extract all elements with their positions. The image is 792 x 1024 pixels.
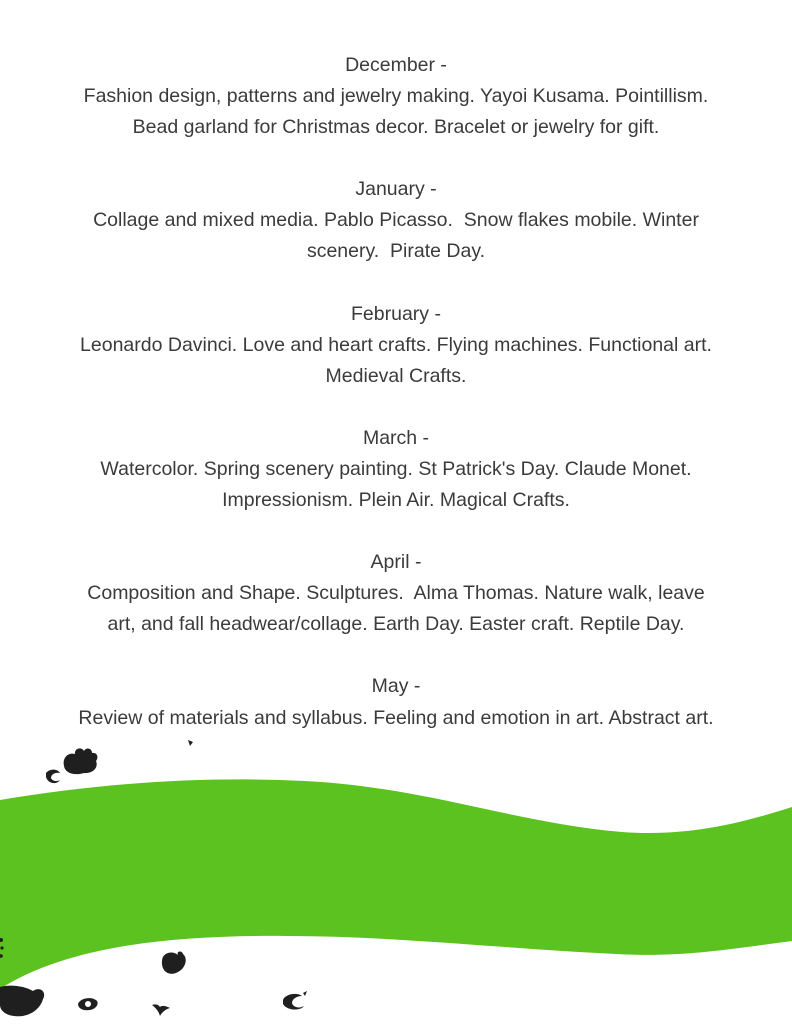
section-text-line: art, and fall headwear/collage. Earth Day. Easter craft. Reptile Day.	[107, 613, 685, 636]
section-january	[46, 174, 746, 267]
paint-splatter-icon	[0, 954, 3, 958]
section-march	[46, 423, 746, 516]
section-text-line: Medieval Crafts.	[325, 364, 467, 387]
month-heading: December -	[345, 54, 447, 76]
paint-splatter-icon	[0, 938, 3, 942]
section-february	[46, 299, 746, 392]
month-heading: January -	[355, 178, 437, 201]
section-december	[46, 50, 746, 143]
section-text-line: Impressionism. Plein Air. Magical Crafts.	[222, 489, 570, 512]
section-text-line: Bead garland for Christmas decor. Bracelet or jewelry for gift.	[132, 116, 660, 139]
month-heading: March -	[362, 426, 430, 449]
section-text-line: Watercolor. Spring scenery painting. St Patrick's Day. Claude Monet.	[100, 457, 692, 480]
paint-splatter-icon	[78, 998, 98, 1010]
paint-splatter-icon	[0, 946, 3, 949]
paint-splatter-icon	[162, 951, 186, 973]
paint-splatter-icon	[46, 770, 60, 784]
month-heading: May -	[371, 675, 421, 698]
month-heading: April -	[370, 551, 422, 574]
section-text-line: Fashion design, patterns and jewelry making. Yayoi Kusama. Pointillism.	[83, 85, 709, 108]
green-wave-shape	[0, 779, 792, 989]
paint-splatter-icon	[152, 1004, 170, 1016]
section-may	[46, 671, 746, 733]
paint-splatter-hole	[85, 1001, 91, 1007]
section-text-line: Composition and Shape. Sculptures. Alma Thomas. Nature walk, leave	[87, 582, 705, 605]
monthly-schedule	[46, 50, 746, 765]
section-text-line: scenery. Pirate Day.	[306, 240, 486, 263]
section-text-line: Leonardo Davinci. Love and heart crafts. Flying machines. Functional art.	[80, 333, 712, 356]
paint-splatter-icon	[283, 994, 304, 1010]
month-heading: February -	[351, 302, 441, 325]
paint-splatter-icon	[0, 986, 44, 1017]
section-text-line: Review of materials and syllabus. Feeling and emotion in art. Abstract art.	[78, 706, 714, 729]
section-text-line: Collage and mixed media. Pablo Picasso. Snow flakes mobile. Winter	[93, 209, 699, 232]
paint-splatter-icon	[303, 991, 307, 996]
section-april	[46, 547, 746, 640]
